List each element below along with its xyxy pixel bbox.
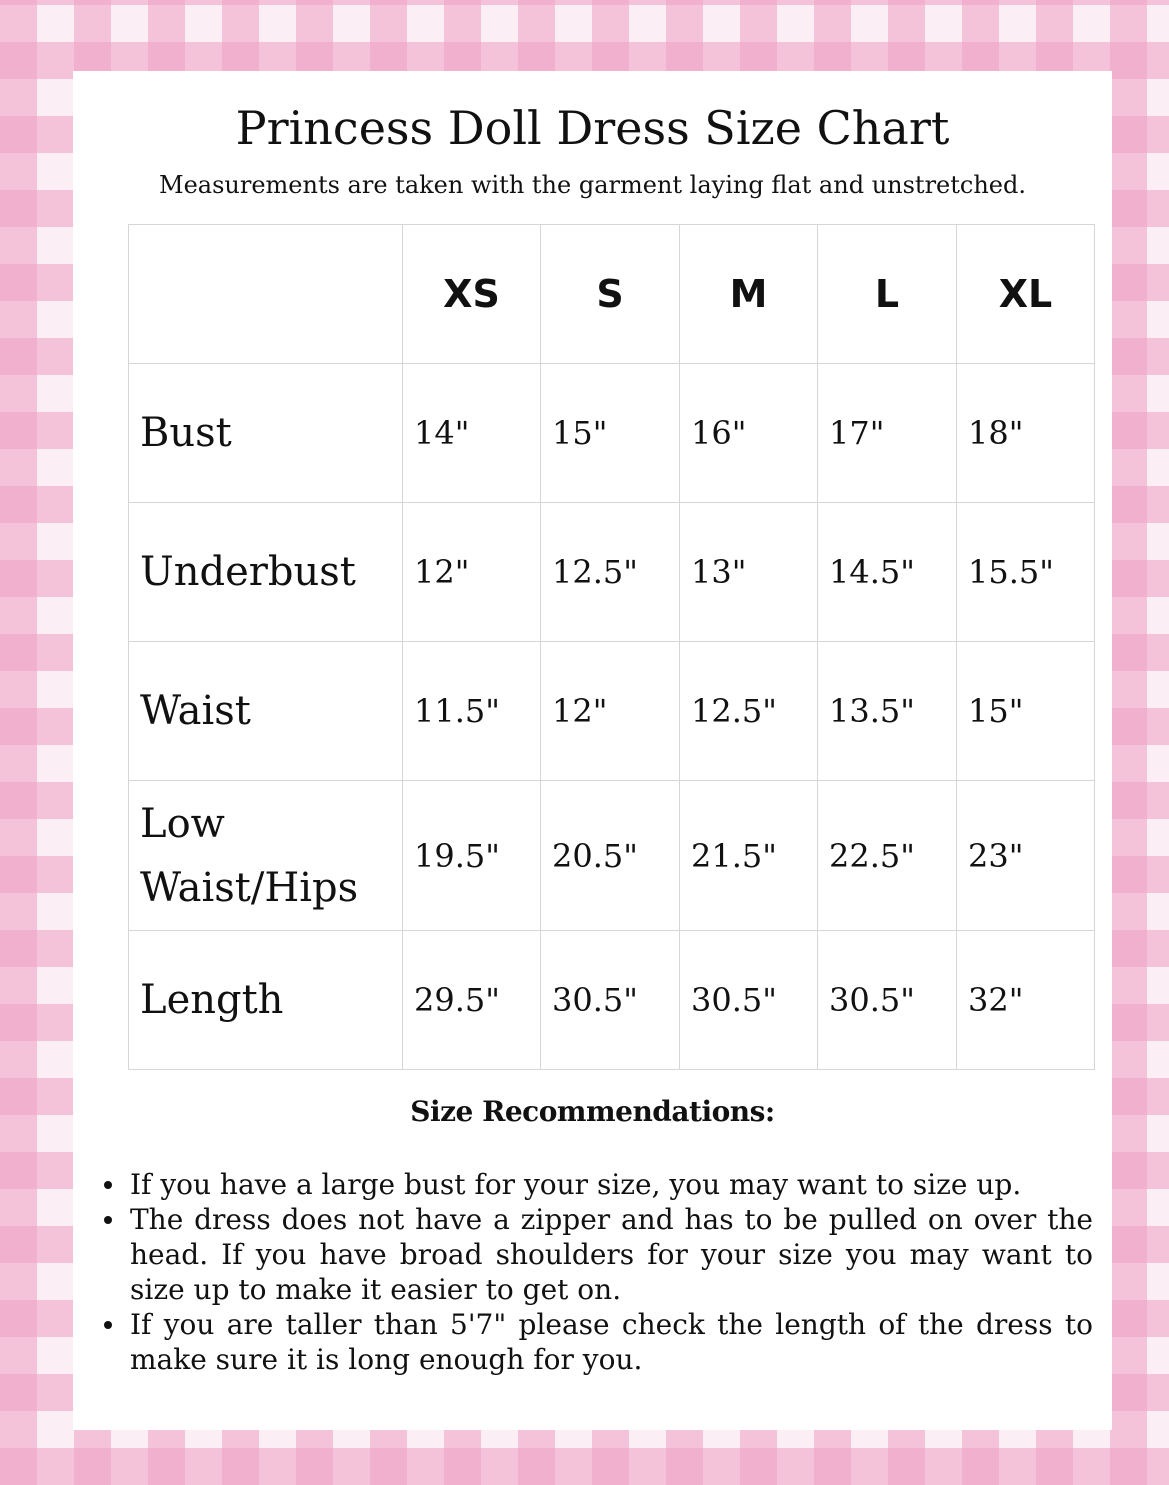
table-row [129,781,1095,931]
row-label-bust: Bust [129,364,403,503]
table-row [129,642,1095,781]
table-cell: 23" [957,781,1095,931]
table-row [129,931,1095,1070]
table-cell: 21.5" [680,781,818,931]
row-label-waist: Waist [129,642,403,781]
table-cell: 15" [541,364,680,503]
table-cell: 13" [680,503,818,642]
size-header-xs: XS [403,225,541,364]
row-label-low-waist-hips: Low Waist/Hips [129,781,403,931]
size-table [128,224,1095,1070]
table-row [129,503,1095,642]
table-cell: 19.5" [403,781,541,931]
size-header-m: M [680,225,818,364]
size-header-s: S [541,225,680,364]
row-label-length: Length [129,931,403,1070]
recommendations-list [130,1167,1093,1377]
row-label-underbust: Underbust [129,503,403,642]
table-cell: 13.5" [818,642,957,781]
size-header-l: L [818,225,957,364]
table-cell: 22.5" [818,781,957,931]
table-corner-cell [129,225,403,364]
table-cell: 30.5" [541,931,680,1070]
table-cell: 29.5" [403,931,541,1070]
list-item: The dress does not have a zipper and has to be pulled on over the head. If you have broad shoulders for your size you may want to size up to make it easier to get on. [130,1203,1093,1306]
table-cell: 17" [818,364,957,503]
table-cell: 32" [957,931,1095,1070]
table-cell: 15" [957,642,1095,781]
table-cell: 20.5" [541,781,680,931]
page-title: Princess Doll Dress Size Chart [235,101,950,155]
table-cell: 16" [680,364,818,503]
size-chart-card [73,71,1112,1430]
table-cell: 12.5" [680,642,818,781]
table-cell: 30.5" [680,931,818,1070]
list-item: If you have a large bust for your size, you may want to size up. [130,1167,1093,1202]
table-cell: 12" [541,642,680,781]
table-row [129,364,1095,503]
list-item: If you are taller than 5'7" please check the length of the dress to make sure it is long enough for you. [130,1308,1093,1376]
recommendations-heading: Size Recommendations: [410,1095,775,1128]
table-cell: 14" [403,364,541,503]
page-subtitle: Measurements are taken with the garment laying flat and unstretched. [159,171,1026,199]
table-cell: 18" [957,364,1095,503]
table-cell: 14.5" [818,503,957,642]
table-cell: 11.5" [403,642,541,781]
table-cell: 12" [403,503,541,642]
size-header-xl: XL [957,225,1095,364]
table-cell: 12.5" [541,503,680,642]
table-cell: 15.5" [957,503,1095,642]
table-header-row [129,225,1095,364]
table-cell: 30.5" [818,931,957,1070]
